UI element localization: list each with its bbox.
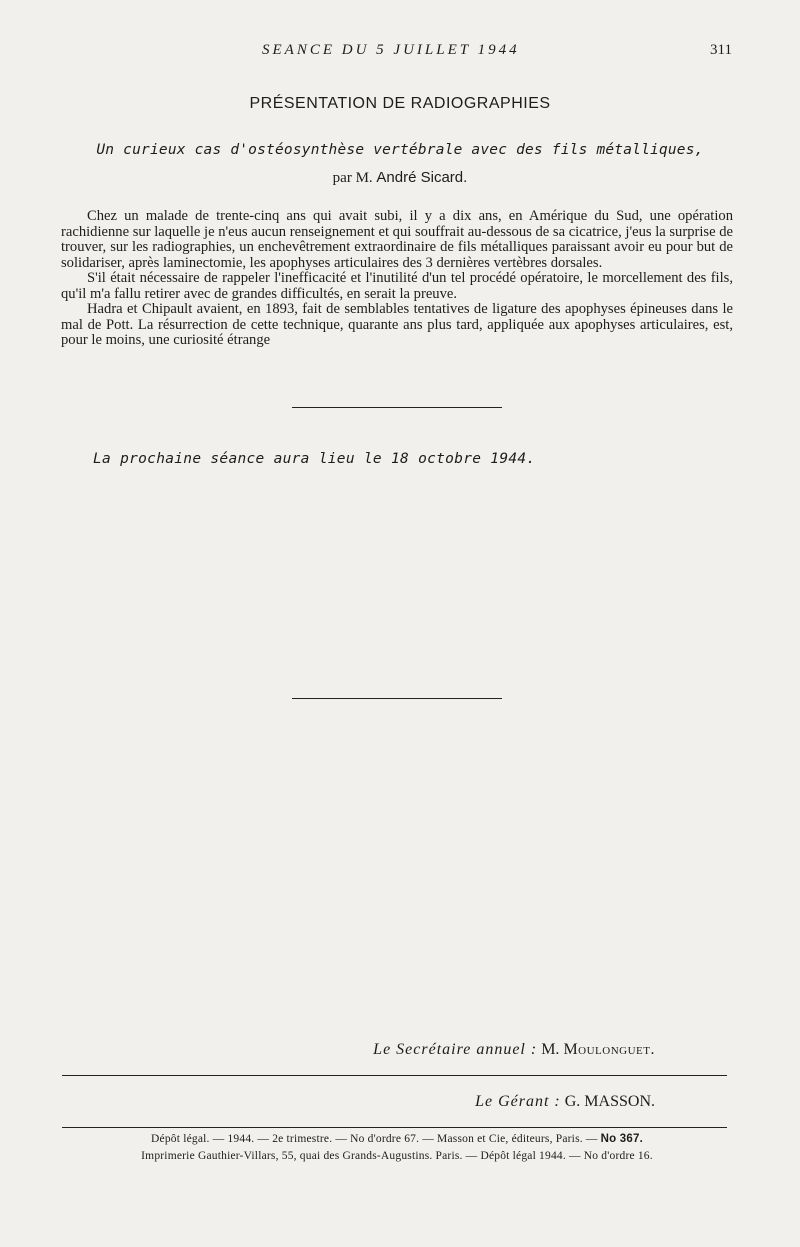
byline-prefix: par M.: [332, 170, 373, 186]
author-name: André Sicard.: [376, 169, 468, 186]
paragraph: Hadra et Chipault avaient, en 1893, fait de semblables tentatives de ligature des apophyses épineuses dans le mal de Pott. La résurrection de cette technique, quarante ans plus tard, appliquée aux apophyses articulaires, est, pour le moins, une curiosité étrange: [61, 301, 733, 348]
paragraph: S'il était nécessaire de rappeler l'inefficacité et l'inutilité d'un tel procédé opératoire, le morcellement des fils, qu'il m'a fallu retirer avec de grandes difficultés, en serait la preuve.: [61, 270, 733, 302]
secretary-signature: [0, 1041, 655, 1059]
running-title: SEANCE DU 5 JUILLET 1944: [262, 42, 520, 58]
paragraph: Chez un malade de trente-cinq ans qui avait subi, il y a dix ans, en Amérique du Sud, une opération rachidienne sur laquelle je n'eus aucun renseignement et qui souffrait au-dessous de sa cicatrice, j'eus la surprise de trouver, sur les radiographies, un enchevêtrement extraordinaire de fils métalliques paraissant avoir eu pour but de solidariser, après laminectomie, les apophyses articulaires des 3 dernières vertèbres dorsales.: [61, 208, 734, 271]
article-body: [61, 209, 733, 349]
separator-rule: [292, 407, 502, 408]
article-title: Un curieux cas d'ostéosynthèse vertébrale avec des fils métalliques,: [96, 142, 704, 158]
next-session-notice: La prochaine séance aura lieu le 18 octobre 1944.: [93, 451, 536, 467]
footer-rule-bottom: [62, 1127, 727, 1128]
secretary-name: Moulonguet.: [563, 1041, 655, 1058]
manager-name: G. MASSON.: [564, 1093, 655, 1110]
manager-role: Le Gérant :: [475, 1093, 561, 1110]
byline: [0, 169, 800, 187]
separator-rule: [292, 698, 502, 699]
manager-signature: [0, 1093, 655, 1111]
running-header: [62, 42, 732, 62]
legal-deposit-text: Dépôt légal. — 1944. — 2e trimestre. — No d'ordre 67. — Masson et Cie, éditeurs, Paris. —: [151, 1133, 598, 1145]
secretary-role: Le Secrétaire annuel :: [373, 1041, 538, 1058]
footer-line-2: Imprimerie Gauthier-Villars, 55, quai des Grands-Augustins. Paris. — Dépôt légal 1944. — No d'ordre 16.: [141, 1150, 653, 1162]
footer-rule-top: [62, 1075, 727, 1076]
secretary-prefix: M.: [541, 1041, 560, 1058]
section-title: PRÉSENTATION DE RADIOGRAPHIES: [249, 95, 551, 112]
page-number: 311: [710, 42, 732, 58]
footer-line-1: [62, 1133, 732, 1145]
issue-number: No 367.: [600, 1133, 643, 1145]
